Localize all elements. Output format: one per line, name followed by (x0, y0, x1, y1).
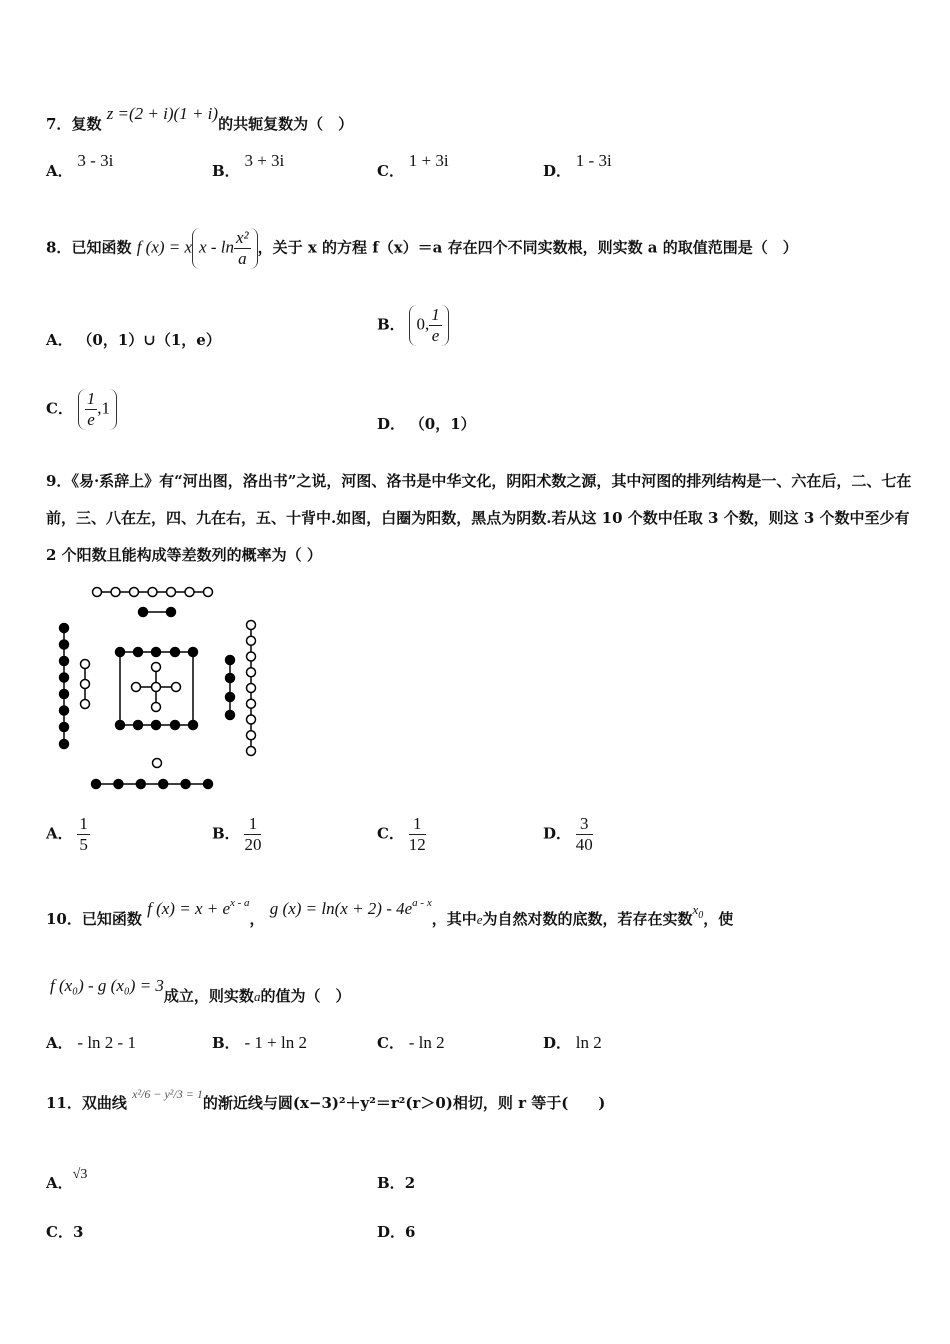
option-value: 6 (405, 1223, 416, 1241)
option-label: A． (46, 1034, 73, 1052)
option-value-left: 0, (416, 314, 430, 334)
q8-stem (46, 228, 798, 269)
frac-den: 20 (244, 835, 262, 854)
option-value: （0，1）∪（1，e） (77, 331, 221, 349)
option-value: 2 (404, 1174, 416, 1192)
q7-option-c[interactable] (377, 151, 449, 181)
option-label: C． (46, 1223, 73, 1241)
q7-expression: z =(2 + i)(1 + i) (106, 104, 219, 123)
q7-text-b: 的共轭复数为（ ） (218, 115, 354, 133)
option-value-right: ,1 (97, 398, 110, 418)
option-label: C． (46, 399, 73, 418)
q10-g-expr (270, 899, 432, 918)
option-value: 1 + 3i (408, 151, 449, 170)
q10-text-c: 为自然对数的底数，若存在实数 (482, 910, 693, 928)
q7-stem (46, 104, 354, 134)
q9-number: 9． (46, 472, 72, 490)
q10-text-a: 已知函数 (81, 910, 142, 928)
q11-option-c[interactable] (46, 1221, 83, 1242)
option-label: B． (212, 1034, 240, 1052)
q8-option-b[interactable] (377, 305, 449, 346)
option-label: A． (46, 1174, 73, 1192)
q7-option-a[interactable] (46, 151, 114, 181)
option-value: 3 + 3i (244, 151, 285, 170)
q10-text-f: 的值为（ ） (260, 987, 351, 1005)
q8-option-d[interactable] (377, 413, 476, 434)
option-label: C． (377, 1034, 404, 1052)
option-value: - ln 2 (408, 1033, 445, 1052)
x0-symbol (692, 902, 704, 921)
option-label: A． (46, 824, 73, 843)
q11-option-a[interactable] (46, 1167, 88, 1193)
option-label: D． (543, 162, 572, 180)
q11-text-a: 双曲线 (81, 1094, 127, 1112)
frac-num: 1 (431, 305, 440, 324)
q10-stem-line2 (46, 976, 351, 1006)
option-label: D． (543, 1034, 572, 1052)
hetu-diagram (40, 580, 280, 800)
x0-sub: 0 (698, 910, 704, 921)
option-paren (409, 305, 448, 346)
q11-number: 11． (46, 1094, 82, 1112)
q7-option-b[interactable] (212, 151, 285, 181)
option-label: D． (543, 824, 572, 843)
q11-stem (46, 1087, 606, 1113)
q9-option-a[interactable] (46, 814, 90, 855)
frac-num: 1 (409, 814, 426, 835)
q10-text-e: 成立，则实数 (163, 987, 254, 1005)
option-label: D． (377, 415, 406, 433)
frac-num: 1 (79, 814, 88, 833)
q8-text-b: ，关于 x 的方程 f（x）＝a 存在四个不同实数根，则实数 a 的取值范围是（ ） (257, 238, 798, 257)
option-label: D． (377, 1223, 406, 1241)
f-expr-exp: x - a (230, 897, 250, 909)
q7-option-d[interactable] (543, 151, 612, 181)
q8-expr-left: f (x) = x (136, 237, 193, 257)
option-label: B． (212, 162, 240, 180)
q9-option-b[interactable] (212, 814, 261, 855)
option-value: 3 (72, 1223, 84, 1241)
a-symbol: a (253, 989, 261, 1004)
q8-paren (192, 228, 258, 269)
option-label: B． (377, 315, 405, 334)
frac-num: 3 (576, 814, 593, 835)
q7-text-a: 复数 (71, 115, 102, 133)
frac-den: 12 (408, 835, 426, 854)
q8-text-a: 已知函数 (71, 238, 132, 257)
option-label: A． (46, 331, 73, 349)
frac-num: 1 (244, 814, 261, 835)
option-fraction (244, 814, 261, 855)
q10-sep: ， (249, 910, 265, 928)
f-expr-base: f (x) = x + e (147, 899, 230, 918)
frac-num: 1 (86, 389, 96, 408)
q8-expr-inner: x - ln (199, 237, 234, 257)
q10-option-b[interactable] (212, 1032, 307, 1053)
option-fraction (409, 814, 426, 855)
q10-text-d: ，使 (703, 910, 734, 928)
frac-den: e (87, 410, 95, 429)
g-expr-exp: a - x (412, 897, 432, 909)
option-value: ln 2 (575, 1033, 602, 1052)
q10-stem (46, 897, 734, 929)
q11-option-d[interactable] (377, 1221, 415, 1242)
q10-number: 10． (46, 910, 82, 928)
q10-f-expr (147, 899, 249, 918)
q10-option-c[interactable] (377, 1032, 445, 1053)
x0-base: x (692, 902, 699, 917)
q8-number: 8． (46, 238, 72, 257)
option-fraction (85, 389, 98, 430)
q9-text: 《易·系辞上》有“河出图，洛出书”之说，河图、洛书是中华文化，阴阳术数之源，其中河图的排列结构是一、六在后，二、七在前，三、八在左，四、九在右，五、十背中.如图，白圈为阳数，黑点为阴数.若从这 10 个数中任取 3 个数，则这 3 个数中至少有 2 个阳数且能构成等差数列的概率为（ ） (46, 472, 912, 564)
option-fraction (576, 814, 593, 855)
frac-den: e (431, 326, 440, 345)
option-label: A． (46, 162, 73, 180)
frac-den: 40 (575, 835, 593, 854)
option-value: 3 - 3i (77, 151, 114, 170)
q8-frac-den: a (238, 249, 247, 268)
option-label: C． (377, 824, 404, 843)
q10-text-b: ，其中 (431, 910, 477, 928)
option-paren (78, 389, 117, 430)
option-fraction (77, 814, 90, 855)
q10-condition: f (x₀) - g (x₀) = 3 (50, 976, 164, 995)
q9-option-c[interactable] (377, 814, 426, 855)
option-label: B． (212, 824, 240, 843)
option-label: B． (377, 1174, 405, 1192)
q8-option-c[interactable] (46, 389, 117, 430)
q9-option-d[interactable] (543, 814, 593, 855)
option-label: C． (377, 162, 404, 180)
frac-den: 5 (79, 835, 88, 854)
q10-option-d[interactable] (543, 1032, 602, 1053)
q8-frac-num: x² (235, 228, 249, 247)
option-value: （0，1） (409, 415, 476, 433)
option-fraction (429, 305, 442, 346)
e-symbol: e (476, 912, 483, 927)
q11-option-b[interactable] (377, 1172, 415, 1193)
option-value: - 1 + ln 2 (244, 1033, 307, 1052)
option-value: 1 - 3i (575, 151, 612, 170)
q9-stem (46, 463, 916, 574)
q7-number: 7． (46, 115, 72, 133)
option-value: √3 (72, 1167, 88, 1182)
q11-expression: x²/6 − y²/3 = 1 (132, 1087, 203, 1101)
q11-text-b: 的渐近线与圆(x−3)²＋y²＝r²(r＞0)相切，则 r 等于( ) (202, 1094, 606, 1112)
q8-fraction (234, 228, 251, 269)
option-value: - ln 2 - 1 (77, 1033, 136, 1052)
q8-option-a[interactable] (46, 329, 221, 350)
g-expr-base: g (x) = ln(x + 2) - 4e (269, 899, 413, 918)
q10-option-a[interactable] (46, 1032, 136, 1053)
